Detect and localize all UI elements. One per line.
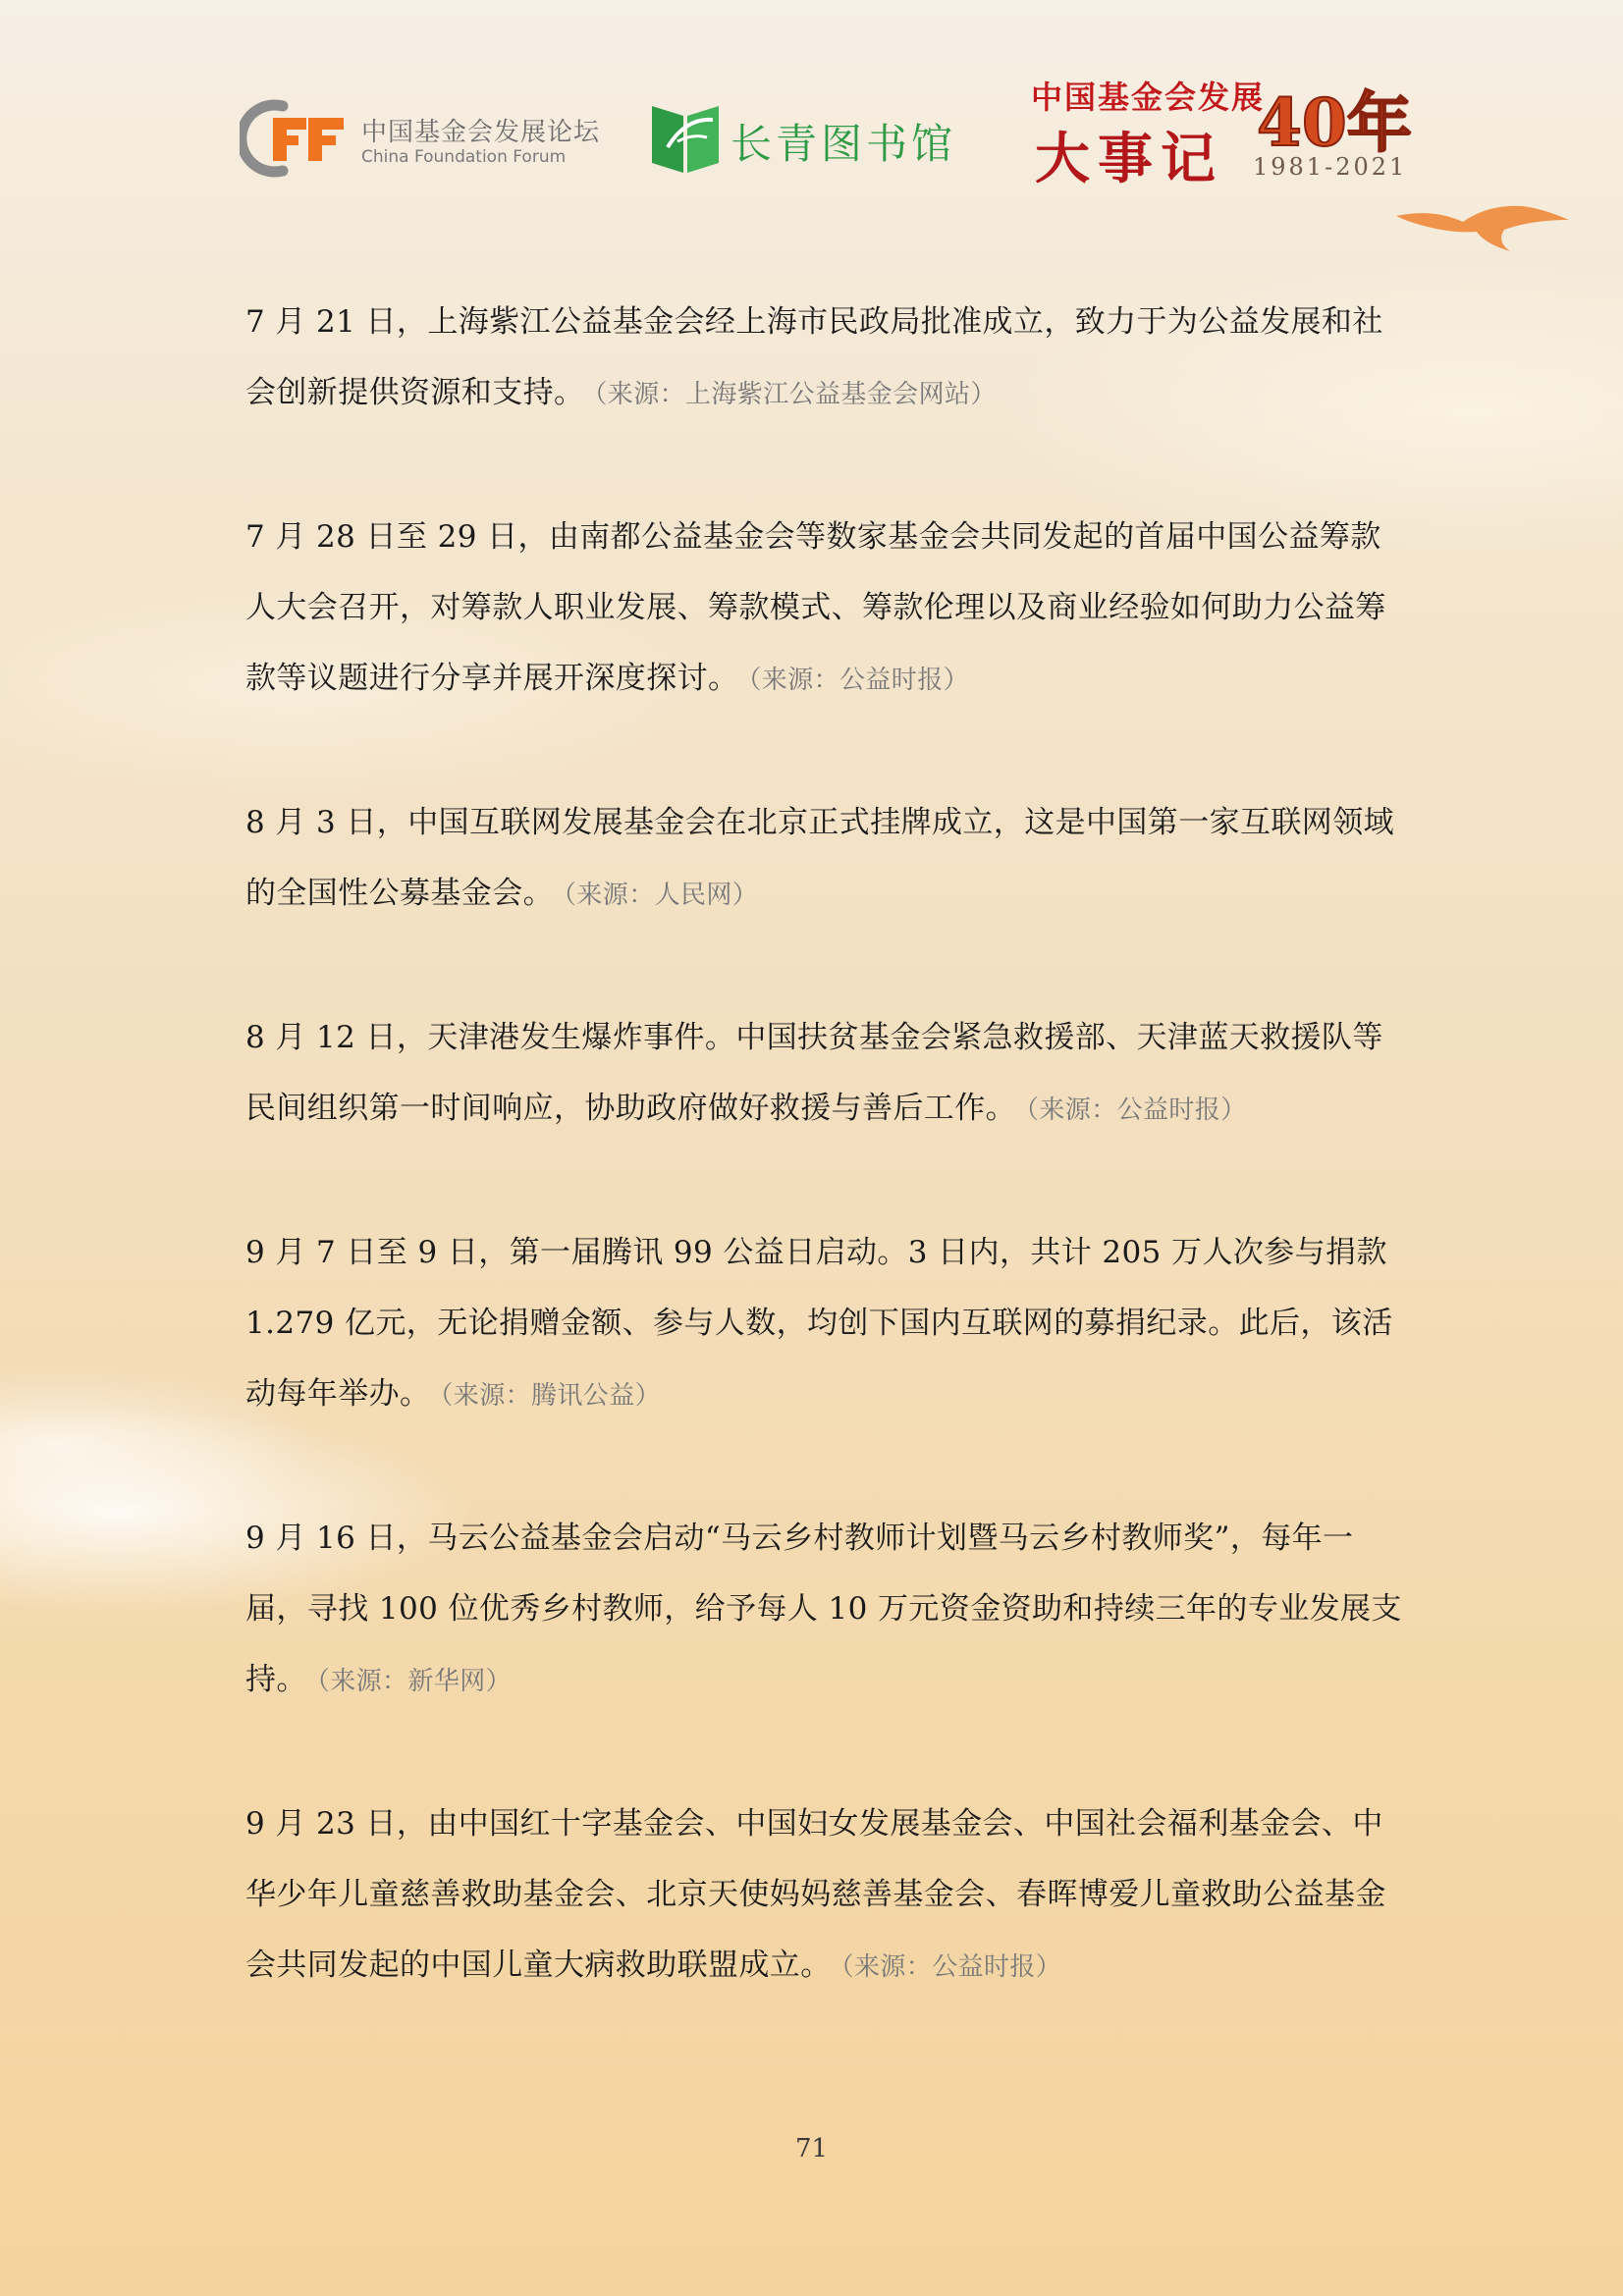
entry-source: （来源：公益时报） [1026, 1095, 1247, 1125]
page-header [0, 0, 1623, 226]
entry-source: （来源：公益时报） [840, 1952, 1062, 1982]
entry-text: 9 月 23 日，由中国红十字基金会、中国妇女发展基金会、中国社会福利基金会、中华少年儿童慈善救助基金会、北京天使妈妈慈善基金会、春晖博爱儿童救助公益基金会共同发起的中国儿童大病救助联盟成立。 [245, 1806, 1386, 1983]
chronicle-entry [245, 1503, 1404, 1717]
forum-name-cn: 中国基金会发展论坛 [361, 118, 601, 147]
entry-text: 7 月 28 日至 29 日，由南都公益基金会等数家基金会共同发起的首届中国公益筹款人大会召开，对筹款人职业发展、筹款模式、筹款伦理以及商业经验如何助力公益筹款等议题进行分享并展开深度探讨。 [245, 519, 1386, 696]
flying-bird-icon [1394, 198, 1571, 253]
entry-text: 8 月 12 日，天津港发生爆炸事件。中国扶贫基金会紧急救援部、天津蓝天救援队等民间组织第一时间响应，协助政府做好救援与善后工作。 [245, 1020, 1383, 1126]
book-leaf-icon [648, 98, 723, 177]
chronicle-entry [245, 1002, 1404, 1146]
anniversary-title-line1: 中国基金会发展 [1031, 79, 1266, 116]
anniversary-years: 1981-2021 [1253, 153, 1408, 181]
chronicle-entry [245, 287, 1404, 430]
chronicle-entry [245, 787, 1404, 931]
page-number: 71 [794, 2134, 829, 2163]
chronicle-entry [245, 1217, 1404, 1431]
china-foundation-forum-logo [240, 96, 613, 185]
entry-text: 8 月 3 日，中国互联网发展基金会在北京正式挂牌成立，这是中国第一家互联网领域的全国性公募基金会。 [245, 805, 1395, 911]
entry-source: （来源：人民网） [564, 881, 759, 910]
entry-source: （来源：公益时报） [748, 666, 970, 695]
chronicle-entry [245, 502, 1404, 716]
chronicle-entries [245, 287, 1404, 2074]
entry-source: （来源：上海紫江公益基金会网站） [594, 380, 997, 409]
entry-text: 9 月 7 日至 9 日，第一届腾讯 99 公益日启动。3 日内，共计 205 万人次参与捐款 1.279 亿元，无论捐赠金额、参与人数，均创下国内互联网的募捐纪录。此后，该活动每年举办。 [245, 1235, 1393, 1412]
forum-name-en: China Foundation Forum [361, 147, 567, 167]
cff-logo-icon [240, 96, 350, 181]
chronicle-entry [245, 1789, 1404, 2002]
entry-text: 9 月 16 日，马云公益基金会启动“马云乡村教师计划暨马云乡村教师奖”，每年一届，寻找 100 位优秀乡村教师，给予每人 10 万元资金资助和持续三年的专业发展支持。 [245, 1521, 1402, 1697]
library-name: 长青图书馆 [730, 120, 957, 168]
entry-text: 7 月 21 日，上海紫江公益基金会经上海市民政局批准成立，致力于为公益发展和社会创新提供资源和支持。 [245, 304, 1383, 410]
anniversary-title-line2: 大事记 [1035, 127, 1223, 191]
anniversary-40-years-logo [1021, 67, 1571, 253]
anniversary-40-years: 40年 [1257, 84, 1412, 161]
entry-source: （来源：新华网） [316, 1667, 513, 1696]
evergreen-library-logo [648, 98, 962, 177]
entry-source: （来源：腾讯公益） [440, 1381, 662, 1411]
